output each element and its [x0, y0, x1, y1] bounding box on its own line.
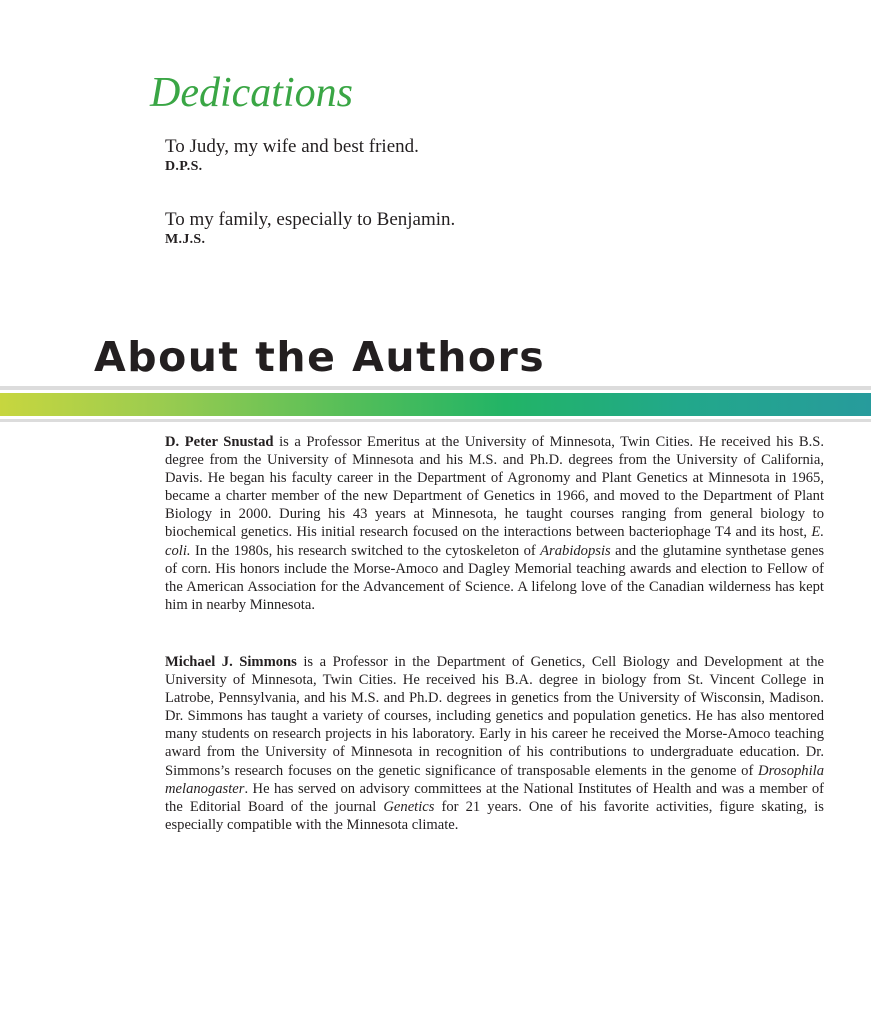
journal-name: Genetics: [383, 798, 435, 815]
species-name: Arabidopsis: [540, 542, 611, 559]
dedication-signature: M.J.S.: [165, 232, 206, 247]
bio-text: is a Professor Emeritus at the University of Minnesota, Twin Cities. He received his B.S. degree from the University of Minnesota and his M.S. and Ph.D. degrees from the University of California, Davis. He began his faculty career in the Department of Agronomy and Plant Genetics at Minnesota in 1965, became a charter member of the new Department of Genetics in 1966, and moved to the Department of Plant Biology in 2000. During his 43 years at Minnesota, he taught courses ranging from general biology to biochemical genetics. His initial research focused on the interactions between bacteriophage T4 and its host,: [165, 434, 824, 541]
divider-bottom: [0, 419, 871, 422]
author-bio-simmons: [165, 653, 824, 834]
bio-text: for 21 years. One of his favorite activities, figure skating, is especially compatible with the Minnesota climate.: [165, 798, 824, 833]
dedication-signature: D.P.S.: [165, 159, 203, 174]
divider-top: [0, 386, 871, 390]
about-the-authors-heading: About the Authors: [94, 333, 546, 381]
dedication-1: [165, 136, 419, 176]
bio-text: is a Professor in the Department of Genetics, Cell Biology and Development at the University of Minnesota, Twin Cities. He received his B.A. degree in biology from St. Vincent College in Latrobe, Pennsylvania, and his M.S. and Ph.D. degrees in genetics from the University of Wisconsin, Madison. Dr. Simmons has taught a variety of courses, including genetics and population genetics. He has also mentored many students on research projects in his laboratory. Early in his career he received the Morse-Amoco teaching award from the University of Minnesota in recognition of his contributions to undergraduate education. Dr. Simmons’s research focuses on the genetic significance of transposable elements in the genome of: [165, 654, 824, 779]
dedication-text: To my family, especially to Benjamin.: [165, 209, 456, 230]
bio-text: and the glutamine synthetase genes of corn. His honors include the Morse-Amoco and Dagley Memorial teaching awards and election to Fellow of the American Association for the Advancement of Science. A lifelong love of the Canadian wilderness has kept him in nearby Minnesota.: [165, 542, 824, 613]
author-bio-snustad: [165, 433, 824, 614]
dedication-text: To Judy, my wife and best friend.: [165, 136, 419, 157]
gradient-banner-bar: [0, 393, 871, 416]
dedication-2: [165, 209, 455, 249]
bio-text: . He has served on advisory committees at the National Institutes of Health and was a member of the Editorial Board of the journal: [165, 780, 824, 815]
author-name: Michael J. Simmons: [165, 654, 297, 670]
species-name: Drosophila melanogaster: [165, 762, 824, 797]
dedications-title: Dedications: [150, 70, 353, 116]
author-name: D. Peter Snustad: [165, 434, 274, 450]
bio-text: In the 1980s, his research switched to the cytoskeleton of: [190, 542, 541, 559]
species-name: E. coli.: [165, 524, 824, 559]
